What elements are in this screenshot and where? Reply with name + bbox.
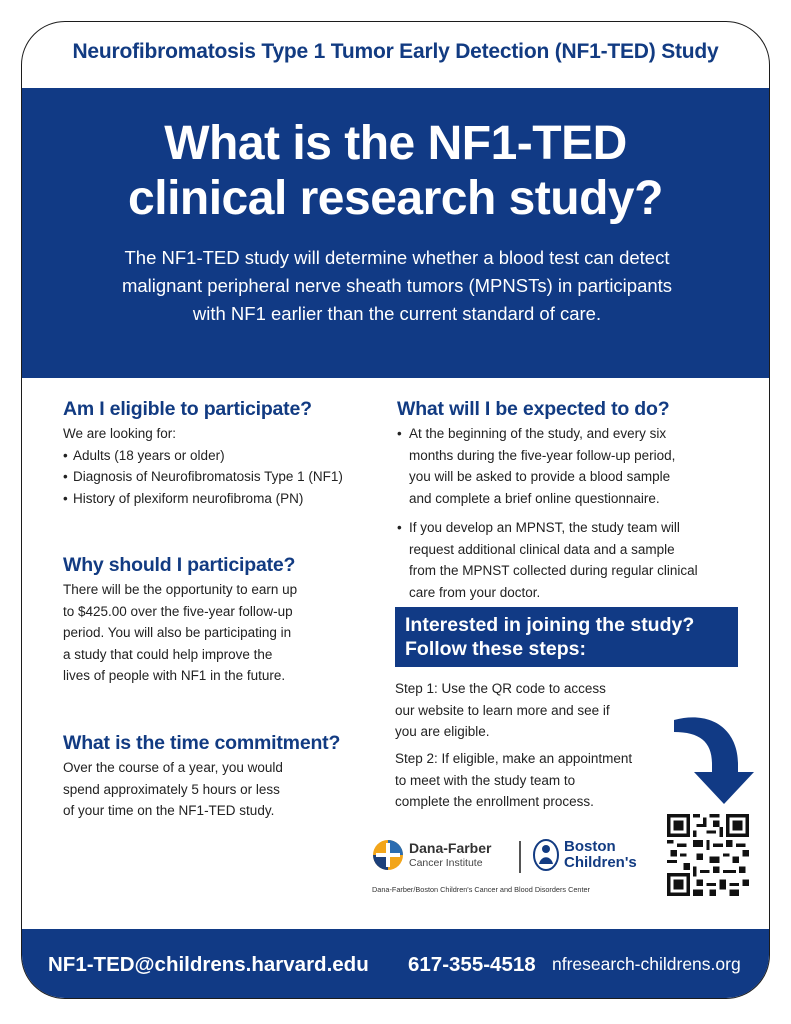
- why-line: lives of people with NF1 in the future.: [63, 668, 286, 683]
- eligibility-intro: We are looking for:: [63, 426, 177, 441]
- curved-arrow-icon: [672, 702, 762, 807]
- logo-caption: Dana-Farber/Boston Children's Cancer and Blood Disorders Center: [372, 885, 590, 894]
- eligibility-section: [63, 398, 383, 509]
- time-line: of your time on the NF1-TED study.: [63, 803, 275, 818]
- step1-line: Step 1: Use the QR code to access: [395, 681, 606, 696]
- step2-line: to meet with the study team to: [395, 772, 576, 788]
- dana-farber-logo-icon: [372, 839, 404, 871]
- expected-heading: What will I be expected to do?: [397, 398, 670, 420]
- footer-bar: [22, 929, 769, 999]
- list-item: [397, 423, 742, 509]
- expected-item2-line: from the MPNST collected during regular clinical: [409, 563, 698, 578]
- hero-description-line2: malignant peripheral nerve sheath tumors (MPNSTs) in participants: [121, 275, 673, 296]
- expected-item1-line: months during the five-year follow-up period,: [409, 447, 676, 463]
- expected-section: [397, 398, 742, 603]
- why-line: period. You will also be participating in: [63, 625, 292, 640]
- eligibility-list: [63, 445, 383, 510]
- qr-code-icon[interactable]: [667, 814, 749, 896]
- partner-logos: [372, 837, 652, 897]
- time-body: [63, 757, 383, 822]
- time-section: [63, 732, 383, 822]
- eligibility-heading: Am I eligible to participate?: [63, 398, 312, 420]
- list-item: • Diagnosis of Neurofibromatosis Type 1 (NF1): [63, 466, 383, 488]
- why-line: a study that could help improve the: [63, 646, 273, 662]
- why-section: [63, 554, 383, 687]
- boston-childrens-logo-icon: [532, 838, 560, 872]
- hero-headline-line1: What is the NF1-TED: [164, 117, 627, 170]
- expected-item1-line: • At the beginning of the study, and every six: [409, 426, 667, 441]
- hero-headline: [22, 116, 769, 226]
- expected-item2-line: request additional clinical data and a sample: [409, 541, 675, 557]
- step2-line: complete the enrollment process.: [395, 794, 594, 809]
- expected-item1-line: and complete a brief online questionnaire.: [409, 490, 660, 506]
- flyer-frame: [21, 21, 770, 999]
- bch-line2: Children's: [564, 854, 637, 871]
- why-line: to $425.00 over the five-year follow-up: [63, 603, 293, 619]
- step1: [395, 678, 665, 743]
- time-heading: What is the time commitment?: [63, 732, 341, 754]
- steps-banner-line1: Interested in joining the study?: [405, 614, 695, 636]
- expected-item2-line: • If you develop an MPNST, the study team will: [409, 520, 680, 535]
- step2: [395, 748, 675, 813]
- why-heading: Why should I participate?: [63, 554, 296, 576]
- step1-line: our website to learn more and see if: [395, 702, 610, 718]
- expected-item1-line: you will be asked to provide a blood sample: [409, 469, 671, 484]
- eligibility-body: [63, 423, 383, 509]
- hero-banner: [22, 88, 769, 378]
- steps-banner-line2: Follow these steps:: [405, 638, 586, 660]
- list-item: • Adults (18 years or older): [63, 445, 383, 467]
- hero-description: [82, 244, 712, 328]
- steps-banner: [395, 607, 738, 667]
- time-line: spend approximately 5 hours or less: [63, 781, 280, 797]
- website-link[interactable]: nfresearch-childrens.org: [552, 954, 741, 974]
- expected-item2-line: care from your doctor.: [409, 584, 541, 600]
- boston-childrens-name: [564, 839, 637, 871]
- hero-description-line1: The NF1-TED study will determine whether a blood test can detect: [124, 247, 670, 268]
- bch-line1: Boston: [564, 838, 616, 855]
- contact-email-link[interactable]: NF1-TED@childrens.harvard.edu: [48, 953, 369, 976]
- study-title: Neurofibromatosis Type 1 Tumor Early Detection (NF1-TED) Study: [72, 40, 719, 63]
- why-line: There will be the opportunity to earn up: [63, 582, 298, 597]
- contact-phone-link[interactable]: 617-355-4518: [408, 953, 536, 976]
- step2-line: Step 2: If eligible, make an appointment: [395, 751, 633, 766]
- expected-list: [397, 423, 742, 603]
- logo-divider: [519, 841, 521, 873]
- dana-farber-name: Dana-Farber: [409, 840, 492, 856]
- hero-description-line3: with NF1 earlier than the current standard of care.: [192, 303, 602, 324]
- hero-headline-line2: clinical research study?: [128, 172, 663, 225]
- list-item: • History of plexiform neurofibroma (PN): [63, 488, 383, 510]
- time-line: Over the course of a year, you would: [63, 760, 283, 775]
- why-body: [63, 579, 383, 687]
- step1-line: you are eligible.: [395, 724, 490, 739]
- list-item: [397, 517, 742, 603]
- dana-farber-subtitle: Cancer Institute: [409, 857, 483, 869]
